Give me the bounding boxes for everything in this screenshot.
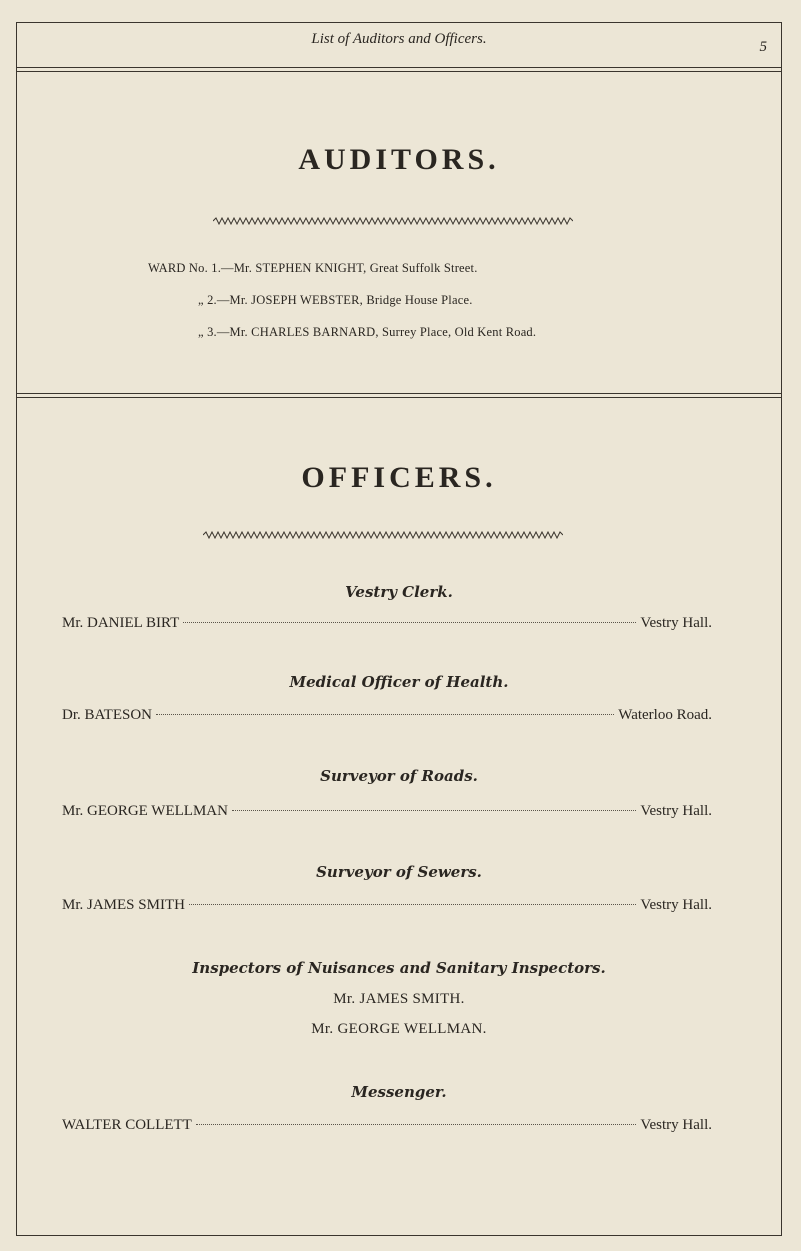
vestry-clerk-name: Mr. DANIEL BIRT [62, 615, 180, 631]
dot-leader [232, 810, 636, 811]
auditors-title: AUDITORS. [298, 143, 500, 176]
dot-leader [183, 622, 636, 623]
messenger-row [62, 1117, 712, 1139]
section-divider [17, 393, 781, 398]
page-frame [16, 22, 782, 1236]
surveyor-roads-heading: Surveyor of Roads. [320, 767, 478, 785]
medical-officer-place: Waterloo Road. [618, 707, 712, 723]
running-header [17, 31, 781, 61]
inspector-name-2: Mr. GEORGE WELLMAN. [311, 1021, 487, 1037]
medical-officer-name: Dr. BATESON [62, 707, 153, 723]
surveyor-roads-place: Vestry Hall. [640, 803, 712, 819]
surveyor-roads-name: Mr. GEORGE WELLMAN [62, 803, 228, 819]
surveyor-roads-row [62, 803, 712, 825]
header-rule [17, 67, 781, 72]
vestry-clerk-row [62, 615, 712, 637]
surveyor-sewers-row [62, 897, 712, 919]
dot-leader [196, 1124, 637, 1125]
messenger-heading: Messenger. [351, 1083, 447, 1101]
page-number: 5 [759, 39, 767, 55]
vestry-clerk-heading: Vestry Clerk. [345, 583, 453, 601]
header-title: List of Auditors and Officers. [311, 31, 487, 47]
vestry-clerk-place: Vestry Hall. [640, 615, 712, 631]
inspectors-heading: Inspectors of Nuisances and Sanitary Inspectors. [192, 959, 606, 977]
surveyor-sewers-heading: Surveyor of Sewers. [316, 863, 482, 881]
ward-2-line: „ 2.—Mr. JOSEPH WEBSTER, Bridge House Place. [198, 293, 473, 307]
medical-officer-heading: Medical Officer of Health. [289, 673, 509, 691]
officers-wavy-rule [203, 531, 563, 539]
ward-3-line: „ 3.—Mr. CHARLES BARNARD, Surrey Place, Old Kent Road. [198, 325, 537, 339]
surveyor-sewers-place: Vestry Hall. [640, 897, 712, 913]
medical-officer-row [62, 707, 712, 729]
ward-1-line: WARD No. 1.—Mr. STEPHEN KNIGHT, Great Suffolk Street. [148, 261, 478, 275]
officers-title: OFFICERS. [301, 461, 497, 494]
dot-leader [189, 904, 636, 905]
surveyor-sewers-name: Mr. JAMES SMITH [62, 897, 185, 913]
dot-leader [156, 714, 614, 715]
messenger-name: WALTER COLLETT [62, 1117, 192, 1133]
inspector-name-1: Mr. JAMES SMITH. [333, 991, 465, 1007]
messenger-place: Vestry Hall. [640, 1117, 712, 1133]
auditors-wavy-rule [213, 217, 573, 225]
